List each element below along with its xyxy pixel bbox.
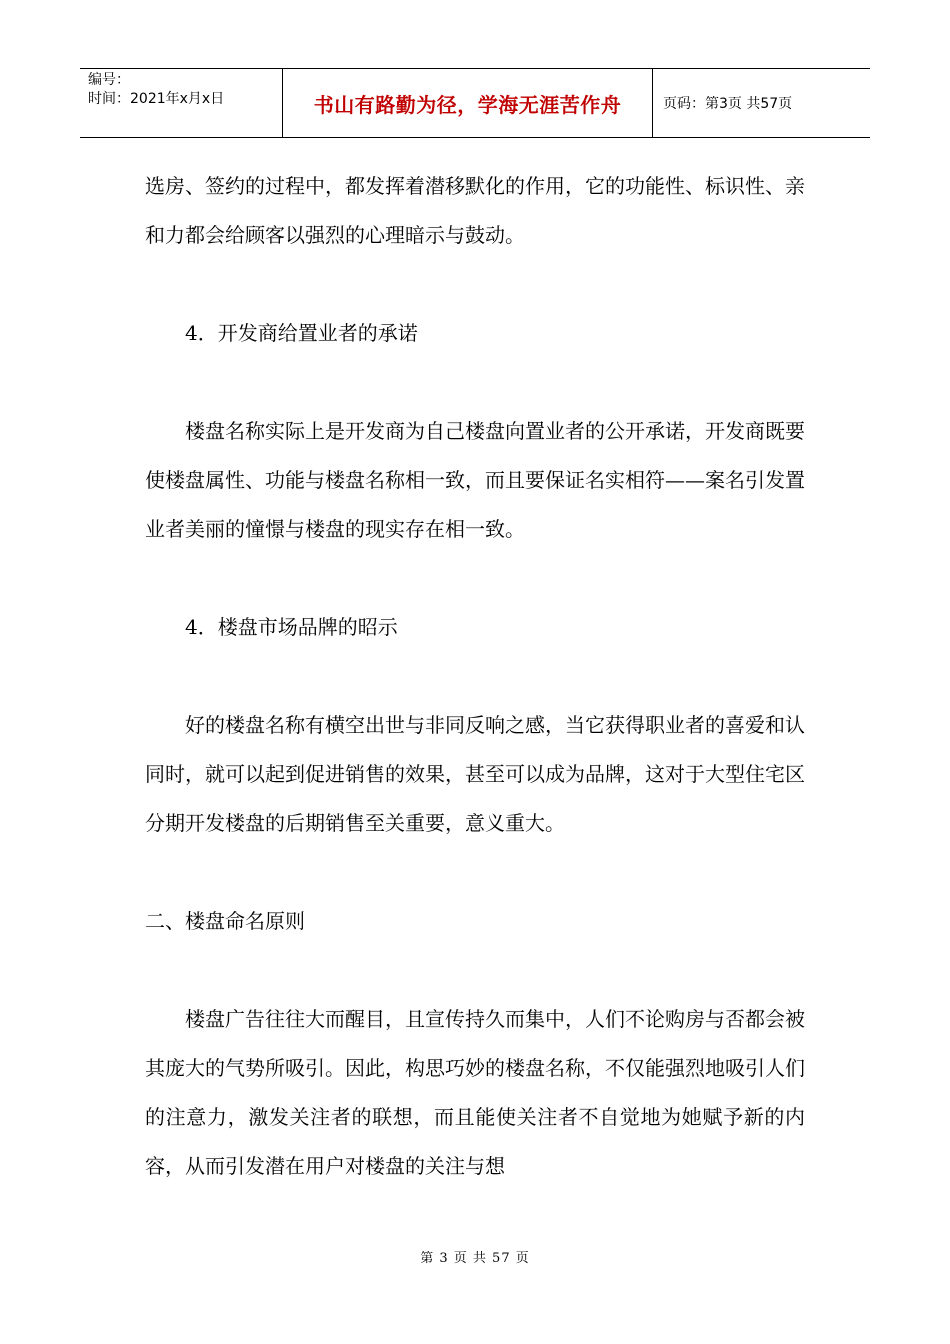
document-number-label: 编号： [88,72,130,88]
paragraph: 楼盘名称实际上是开发商为自己楼盘向置业者的公开承诺，开发商既要使楼盘属性、功能与楼盘名称相一致，而且要保证名实相符——案名引发置业者美丽的憧憬与楼盘的现实存在相一致。 [145,419,805,541]
paragraph: 楼盘广告往往大而醒目，且宣传持久而集中，人们不论购房与否都会被其庞大的气势所吸引。因此，构思巧妙的楼盘名称，不仅能强烈地吸引人们的注意力，激发关注者的联想，而且能使关注者不自觉地为她赋予新的内容，从而引发潜在用户对楼盘的关注与想 [145,1007,805,1178]
paragraph: 选房、签约的过程中，都发挥着潜移默化的作用，它的功能性、标识性、亲和力都会给顾客以强烈的心理暗示与鼓动。 [145,174,805,247]
document-body [145,162,805,1191]
section-heading: 4．楼盘市场品牌的昭示 [185,615,398,639]
header-meta [80,69,282,137]
section-heading: 二、楼盘命名原则 [145,909,305,933]
page-footer: 第 3 页 共 57 页 [420,1251,530,1266]
header-page-info: 页码：第3页 共57页 [663,96,793,112]
header-motto: 书山有路勤为径，学海无涯苦作舟 [282,69,653,137]
paragraph: 好的楼盘名称有横空出世与非同反响之感，当它获得职业者的喜爱和认同时，就可以起到促进销售的效果，甚至可以成为品牌，这对于大型住宅区分期开发楼盘的后期销售至关重要，意义重大。 [145,713,805,835]
document-header [80,68,870,138]
section-heading: 4．开发商给置业者的承诺 [185,321,418,345]
document-date: 时间：2021年x月x日 [88,91,225,107]
